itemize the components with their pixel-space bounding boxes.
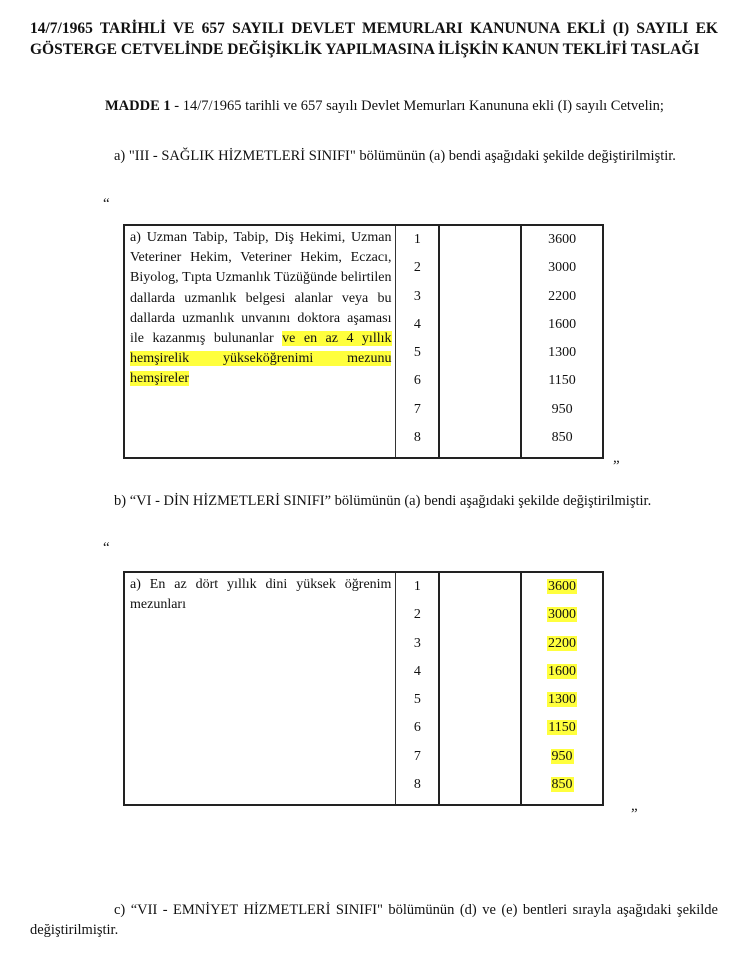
grade-number: 2 (413, 260, 421, 276)
value-cell (522, 771, 602, 799)
grade-number: 8 (413, 777, 421, 793)
madde-text: - 14/7/1965 tarihli ve 657 sayılı Devlet Memurları Kanununa ekli (I) sayılı Cetvelin; (170, 98, 664, 114)
section-a-value-list (522, 226, 602, 452)
indicator-value: 3600 (548, 579, 577, 594)
indicator-value: 2200 (548, 635, 577, 651)
section-b-intro (30, 491, 718, 511)
indicator-value: 3000 (548, 260, 577, 276)
value-cell (522, 424, 602, 452)
grade-number: 5 (413, 692, 421, 708)
grade-cell (396, 226, 438, 254)
grade-cell (396, 339, 438, 367)
value-cell (522, 254, 602, 282)
document-title: 14/7/1965 TARİHLİ VE 657 SAYILI DEVLET MEMURLARI KANUNUNA EKLİ (I) SAYILI EK GÖSTERGE CETVELİNDE DEĞİŞİKLİK YAPILMASINA İLİŞKİN KANUN TEKLİFİ TASLAĞI (30, 20, 718, 58)
grade-cell (396, 283, 438, 311)
section-b-empty-column (439, 572, 521, 805)
grade-cell (396, 367, 438, 395)
indicator-value: 950 (551, 401, 573, 417)
indicator-value: 1150 (548, 373, 576, 389)
value-cell (522, 601, 602, 629)
value-cell (522, 311, 602, 339)
grade-number: 2 (413, 607, 421, 623)
value-cell (522, 396, 602, 424)
section-a-table (123, 224, 604, 459)
section-b-close-quote: ” (631, 806, 638, 822)
value-cell (522, 630, 602, 658)
value-cell (522, 226, 602, 254)
section-a-intro (30, 146, 718, 166)
madde-label: MADDE 1 (105, 98, 171, 114)
grade-number: 6 (413, 373, 421, 389)
indicator-value: 1600 (548, 663, 577, 679)
grade-cell (396, 743, 438, 771)
indicator-value: 1600 (548, 316, 577, 332)
section-a-description (125, 226, 395, 390)
value-cell (522, 686, 602, 714)
section-b-intro-text: b) “VI - DİN HİZMETLERİ SINIFI” bölümünün (a) bendi aşağıdaki şekilde değiştirilmiştir. (114, 493, 652, 509)
indicator-value: 1300 (548, 345, 577, 361)
grade-cell (396, 686, 438, 714)
grade-cell (396, 396, 438, 424)
section-a-description-cell (124, 225, 396, 458)
indicator-value: 3000 (548, 607, 577, 623)
section-b-open-quote: “ (103, 540, 110, 556)
grade-number: 6 (413, 720, 421, 736)
grade-cell (396, 630, 438, 658)
grade-number: 8 (413, 430, 421, 446)
value-cell (522, 339, 602, 367)
grade-number: 3 (413, 635, 421, 651)
value-cell (522, 658, 602, 686)
madde-1-paragraph (30, 96, 718, 116)
grade-number: 7 (413, 401, 421, 417)
indicator-value: 850 (551, 777, 573, 793)
grade-cell (396, 573, 438, 601)
indicator-value: 850 (551, 430, 573, 446)
section-a-empty-column (439, 225, 521, 458)
section-a-description-text: a) Uzman Tabip, Tabip, Diş Hekimi, Uzman Veteriner Hekim, Veteriner Hekim, Eczacı, Biyolog, Tıpta Uzmanlık Tüzüğünde belirtilen dallarda uzmanlık belgesi alanlar veya bu dallarda uzmanlık unvanını doktora aşaması ile kazanmış bulunanlar (130, 230, 392, 347)
grade-number: 4 (413, 316, 421, 332)
section-b-value-column (521, 572, 603, 805)
grade-cell (396, 771, 438, 799)
grade-cell (396, 424, 438, 452)
value-cell (522, 367, 602, 395)
indicator-value: 950 (551, 748, 573, 764)
section-b-value-list (522, 573, 602, 799)
grade-number: 1 (413, 232, 421, 247)
grade-number: 7 (413, 748, 421, 764)
section-b-description-cell (124, 572, 396, 805)
grade-cell (396, 714, 438, 742)
section-a-grade-list (396, 226, 438, 452)
grade-cell (396, 658, 438, 686)
value-cell (522, 714, 602, 742)
section-b-grade-column (396, 572, 439, 805)
value-cell (522, 283, 602, 311)
section-c-intro-text: c) “VII - EMNİYET HİZMETLERİ SINIFI" bölümünün (d) ve (e) bentleri sırayla aşağıdaki şekilde değiştirilmiştir. (30, 902, 718, 938)
value-cell (522, 573, 602, 601)
section-c-intro (30, 900, 718, 940)
grade-cell (396, 601, 438, 629)
section-a-grade-column (396, 225, 439, 458)
indicator-value: 1300 (548, 692, 577, 708)
value-cell (522, 743, 602, 771)
grade-number: 1 (413, 579, 421, 594)
section-a-intro-text: a) "III - SAĞLIK HİZMETLERİ SINIFI" bölümünün (a) bendi aşağıdaki şekilde değiştirilmiştir. (114, 148, 676, 164)
section-a-highlighted-text: ve en az 4 yıllık hemşirelik yükseköğrenimi mezunu hemşireler (130, 331, 392, 387)
grade-number: 3 (413, 288, 421, 304)
section-b-grade-list (396, 573, 438, 799)
grade-cell (396, 311, 438, 339)
section-b-table (123, 571, 604, 806)
grade-number: 4 (413, 663, 421, 679)
section-a-close-quote: ” (613, 458, 620, 474)
indicator-value: 2200 (548, 288, 577, 304)
section-b-description: a) En az dört yıllık dini yüksek öğrenim mezunları (130, 577, 392, 613)
section-a-open-quote: “ (103, 196, 110, 212)
indicator-value: 1150 (548, 720, 576, 736)
section-a-value-column (521, 225, 603, 458)
indicator-value: 3600 (548, 232, 577, 247)
grade-number: 5 (413, 345, 421, 361)
grade-cell (396, 254, 438, 282)
